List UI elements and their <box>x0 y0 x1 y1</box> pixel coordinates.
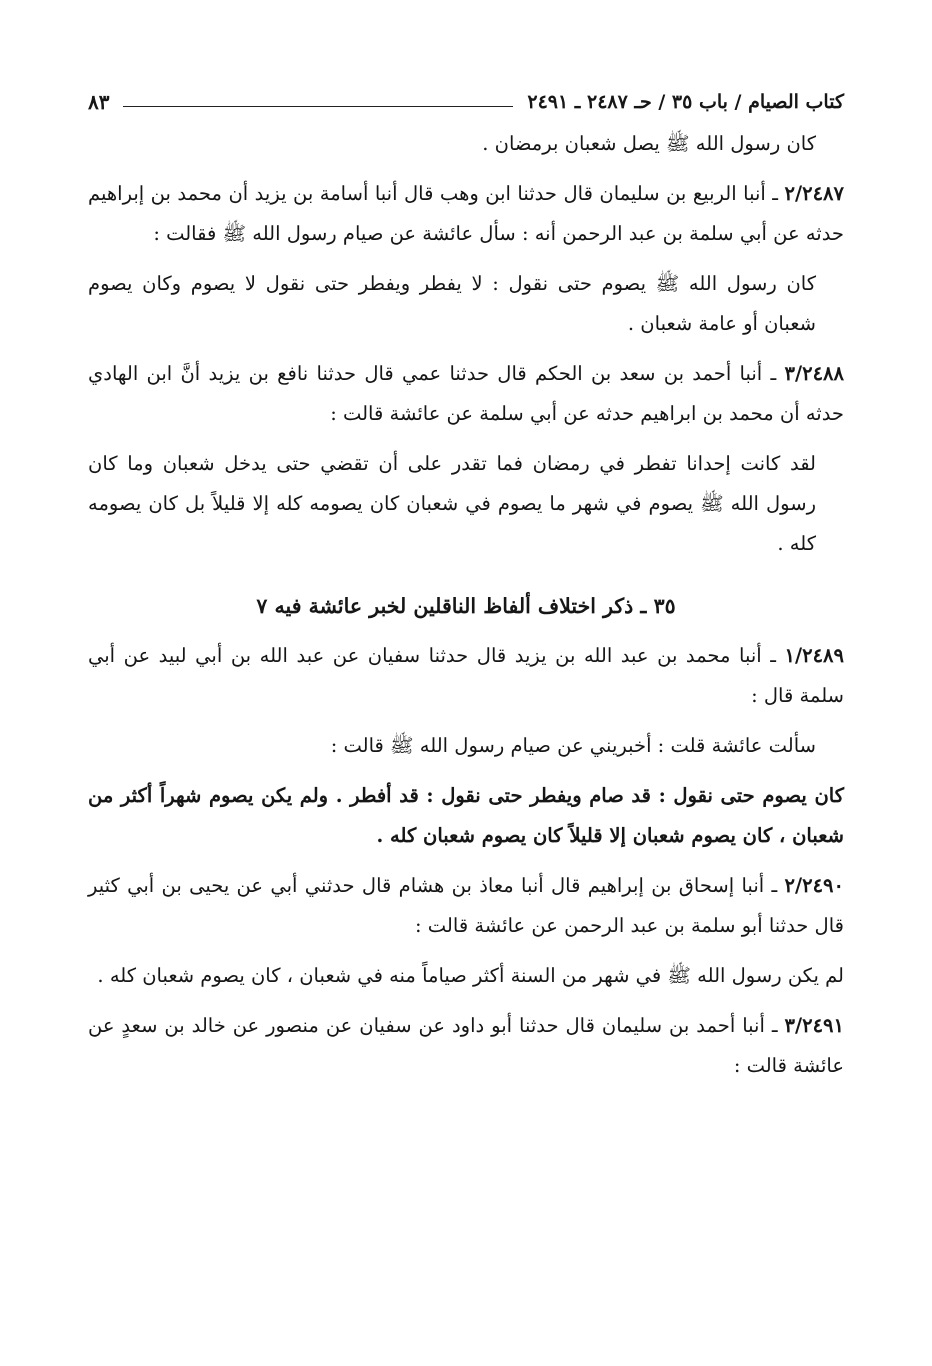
hadith-text: ـ أنبا أحمد بن سليمان قال حدثنا أبو داود عن سفيان عن منصور عن خالد بن سعدٍ عن عائشة قالت : <box>88 1014 844 1077</box>
hadith-number: ١/٢٤٨٩ <box>784 644 844 667</box>
page-body <box>88 124 844 1086</box>
hadith-number: ٢/٢٤٩٠ <box>784 874 844 897</box>
quoted-text: كان رسول الله ﷺ يصوم حتى نقول : لا يفطر ويفطر حتى نقول لا يصوم وكان يصوم شعبان أو عامة شعبان . <box>88 272 816 335</box>
running-header <box>88 84 844 120</box>
hadith-text: ـ أنبا الربيع بن سليمان قال حدثنا ابن وهب قال أنبا أسامة بن يزيد أن محمد بن إبراهيم حدثه عن أبي سلمة بن عبد الرحمن أنه : سأل عائشة عن صيام رسول الله ﷺ فقالت : <box>88 182 844 245</box>
hadith-paragraph <box>88 866 844 946</box>
section-title: ٣٥ ـ ذكر اختلاف ألفاظ الناقلين لخبر عائشة فيه ٧ <box>256 594 676 618</box>
hadith-number: ٣/٢٤٩١ <box>784 1014 844 1037</box>
hadith-paragraph <box>88 354 844 434</box>
hadith-text: ـ أنبا إسحاق بن إبراهيم قال أنبا معاذ بن هشام قال حدثني أبي عن يحيى بن أبي كثير قال حدثنا أبو سلمة بن عبد الرحمن عن عائشة قالت : <box>88 874 844 937</box>
quoted-text: سألت عائشة قلت : أخبريني عن صيام رسول الله ﷺ قالت : <box>330 734 816 757</box>
header-rule <box>123 106 513 107</box>
quoted-text-bold: كان يصوم حتى نقول : قد صام ويفطر حتى نقول : قد أفطر . ولم يكن يصوم شهراً أكثر من شعبان ، كان يصوم شعبان إلا قليلاً كان يصوم شعبان كله . <box>88 784 844 847</box>
quoted-text: كان رسول الله ﷺ يصل شعبان برمضان . <box>482 132 816 155</box>
quoted-text: لقد كانت إحدانا تفطر في رمضان فما تقدر على أن تقضي حتى يدخل شعبان وما كان رسول الله ﷺ يصوم في شهر ما يصوم في شعبان كان يصومه كله إلا قليلاً بل كان يصومه كله . <box>88 452 816 555</box>
hadith-number: ٢/٢٤٨٧ <box>784 182 844 205</box>
header-title: كتاب الصيام / باب ٣٥ / حـ ٢٤٨٧ ـ ٢٤٩١ <box>527 91 844 113</box>
hadith-number: ٣/٢٤٨٨ <box>784 362 844 385</box>
hadith-paragraph <box>88 174 844 254</box>
quoted-text: لم يكن رسول الله ﷺ في شهر من السنة أكثر صياماً منه في شعبان ، كان يصوم شعبان كله . <box>97 964 844 987</box>
hadith-text: ـ أنبا أحمد بن سعد بن الحكم قال حدثنا عمي قال حدثنا نافع بن يزيد أنَّ ابن الهادي حدثه أن محمد بن ابراهيم حدثه عن أبي سلمة عن عائشة قالت : <box>88 362 844 425</box>
hadith-paragraph <box>88 636 844 716</box>
page-number: ٨٣ <box>88 90 110 114</box>
hadith-text: ـ أنبا محمد بن عبد الله بن يزيد قال حدثنا سفيان عن عبد الله بن أبي لبيد عن أبي سلمة قال : <box>88 644 844 707</box>
hadith-paragraph <box>88 1006 844 1086</box>
